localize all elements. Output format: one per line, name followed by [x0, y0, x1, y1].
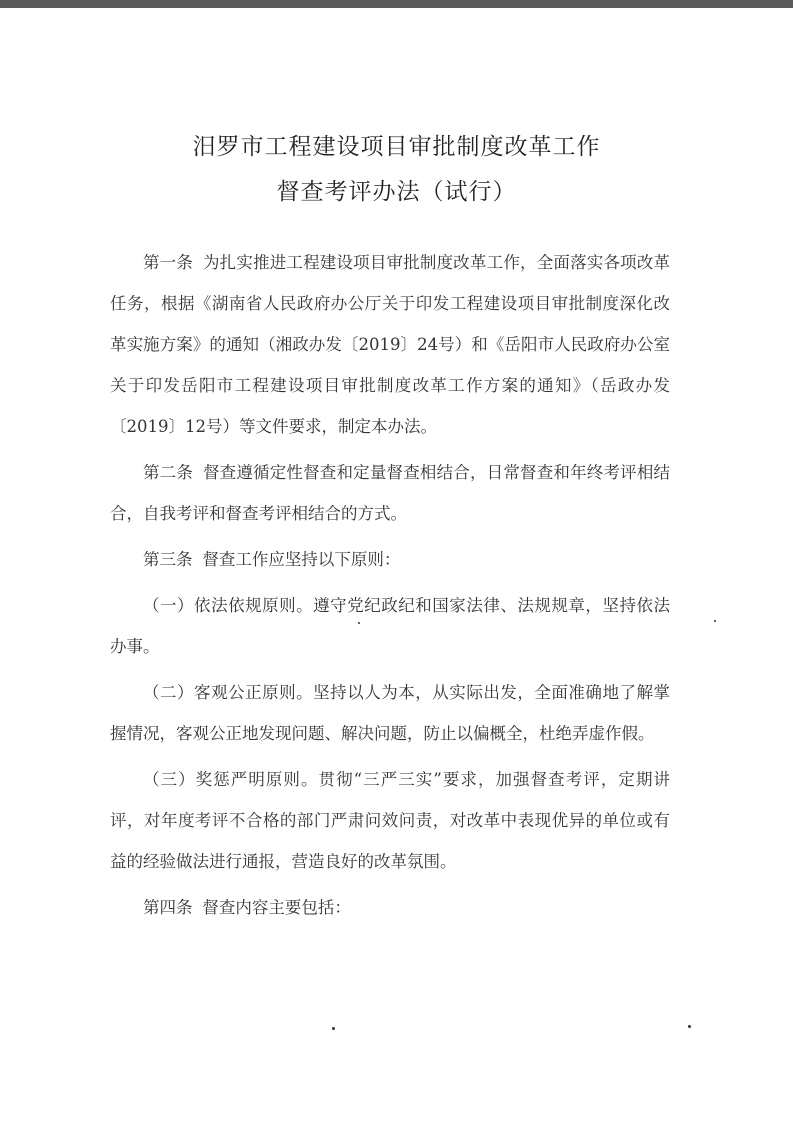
article-heading: 第一条	[143, 253, 194, 272]
scan-speck	[714, 620, 716, 622]
paragraph-article-4	[110, 887, 670, 928]
document-title-line2: 督查考评办法（试行）	[276, 179, 517, 205]
paragraph-text: 督查工作应坚持以下原则：	[202, 550, 401, 569]
paragraph-article-3	[110, 539, 670, 580]
paragraph-text: 为扎实推进工程建设项目审批制度改革工作，全面落实各项改革任务，根据《湖南省人民政府办公厅关于印发工程建设项目审批制度深化改革实施方案》的通知（湘政办发〔2019〕24号）和《岳阳市人民政府办公室关于印发岳阳市工程建设项目审批制度改革工作方案的通知》（岳政办发〔2019〕12号）等文件要求，制定本办法。	[110, 253, 671, 436]
paragraph-principle-2	[110, 672, 670, 754]
document-body	[110, 242, 670, 933]
scan-speck	[332, 1027, 335, 1030]
paragraph-article-1	[110, 242, 670, 447]
paragraph-text: （二）客观公正原则。坚持以人为本，从实际出发，全面准确地了解掌握情况，客观公正地发现问题、解决问题，防止以偏概全，杜绝弄虚作假。	[110, 683, 670, 743]
scan-speck	[688, 1025, 691, 1028]
document-title-line1: 汨罗市工程建设项目审批制度改革工作	[192, 134, 601, 160]
paragraph-article-2	[110, 452, 670, 534]
scan-speck	[358, 622, 360, 624]
paragraph-text: （一）依法依规原则。遵守党纪政纪和国家法律、法规规章，坚持依法办事。	[110, 596, 670, 656]
article-heading: 第四条	[143, 898, 193, 917]
article-heading: 第二条	[143, 463, 194, 482]
paragraph-text: （三）奖惩严明原则。贯彻“三严三实”要求，加强督查考评，定期讲评，对年度考评不合格的部门严肃问效问责，对改革中表现优异的单位或有益的经验做法进行通报，营造良好的改革氛围。	[110, 770, 670, 871]
paragraph-text: 督查内容主要包括：	[202, 898, 351, 917]
paragraph-text: 督查遵循定性督查和定量督查相结合，日常督查和年终考评相结合，自我考评和督查考评相结合的方式。	[110, 463, 671, 523]
paragraph-principle-1	[110, 585, 670, 667]
paragraph-principle-3	[110, 759, 670, 882]
article-heading: 第三条	[143, 550, 193, 569]
scan-top-border	[0, 0, 793, 8]
